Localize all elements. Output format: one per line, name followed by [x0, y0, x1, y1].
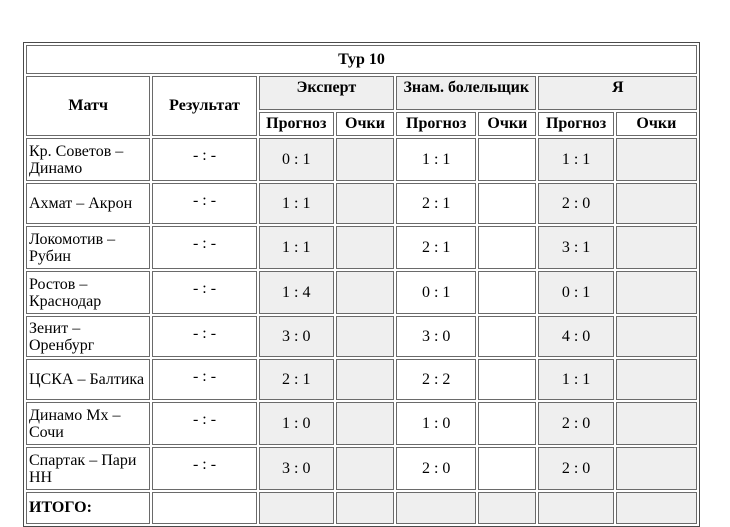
me-prognoz-header: Прогноз: [538, 112, 613, 136]
me-prognoz: 3 : 1: [538, 226, 613, 269]
match-result: - : -: [152, 226, 256, 269]
expert-ochki: [336, 316, 394, 357]
expert-prognoz: 1 : 4: [259, 271, 334, 314]
forecast-table: [23, 42, 700, 527]
expert-ochki: [336, 271, 394, 314]
expert-ochki: [336, 183, 394, 224]
me-prognoz: 1 : 1: [538, 359, 613, 400]
expert-ochki: [336, 226, 394, 269]
fan-prognoz: 2 : 2: [396, 359, 476, 400]
fan-ochki: [478, 183, 536, 224]
total-result: [152, 492, 256, 524]
total-row: [26, 492, 697, 524]
fan-ochki: [478, 316, 536, 357]
match-name: Динамо Мх – Сочи: [26, 402, 150, 445]
fan-ochki: [478, 359, 536, 400]
fan-ochki: [478, 226, 536, 269]
total-fan-prognoz: [396, 492, 476, 524]
match-result: - : -: [152, 447, 256, 490]
me-ochki: [616, 316, 697, 357]
match-name: Спартак – Пари НН: [26, 447, 150, 490]
table-row: [26, 447, 697, 490]
me-ochki: [616, 402, 697, 445]
me-header: Я: [538, 76, 697, 110]
total-me-ochki: [616, 492, 697, 524]
me-ochki: [616, 447, 697, 490]
expert-ochki-header: Очки: [336, 112, 394, 136]
fan-ochki: [478, 138, 536, 181]
table-row: [26, 271, 697, 314]
me-prognoz: 0 : 1: [538, 271, 613, 314]
expert-ochki: [336, 402, 394, 445]
total-label: ИТОГО:: [26, 492, 150, 524]
me-prognoz: 2 : 0: [538, 447, 613, 490]
match-name: Кр. Советов – Динамо: [26, 138, 150, 181]
expert-ochki: [336, 447, 394, 490]
me-prognoz: 1 : 1: [538, 138, 613, 181]
fan-prognoz: 1 : 1: [396, 138, 476, 181]
match-result: - : -: [152, 138, 256, 181]
me-prognoz: 2 : 0: [538, 183, 613, 224]
fan-ochki: [478, 402, 536, 445]
me-ochki: [616, 226, 697, 269]
table-row: [26, 226, 697, 269]
total-expert-prognoz: [259, 492, 334, 524]
me-ochki: [616, 138, 697, 181]
match-name: Ахмат – Акрон: [26, 183, 150, 224]
total-me-prognoz: [538, 492, 613, 524]
match-result: - : -: [152, 316, 256, 357]
table-row: [26, 402, 697, 445]
fan-prognoz: 2 : 1: [396, 183, 476, 224]
table-row: [26, 138, 697, 181]
match-result: - : -: [152, 402, 256, 445]
expert-prognoz: 3 : 0: [259, 316, 334, 357]
match-name: Зенит – Оренбург: [26, 316, 150, 357]
fan-prognoz-header: Прогноз: [396, 112, 476, 136]
match-name: ЦСКА – Балтика: [26, 359, 150, 400]
expert-prognoz: 2 : 1: [259, 359, 334, 400]
me-ochki: [616, 271, 697, 314]
match-result: - : -: [152, 359, 256, 400]
expert-prognoz-header: Прогноз: [259, 112, 334, 136]
me-prognoz: 2 : 0: [538, 402, 613, 445]
me-prognoz: 4 : 0: [538, 316, 613, 357]
expert-prognoz: 1 : 0: [259, 402, 334, 445]
me-ochki: [616, 183, 697, 224]
me-ochki: [616, 359, 697, 400]
result-header: Результат: [152, 76, 256, 136]
expert-ochki: [336, 138, 394, 181]
table-row: [26, 316, 697, 357]
fan-prognoz: 0 : 1: [396, 271, 476, 314]
expert-header: Эксперт: [259, 76, 394, 110]
fan-ochki: [478, 447, 536, 490]
expert-ochki: [336, 359, 394, 400]
fan-header: Знам. болельщик: [396, 76, 536, 110]
fan-prognoz: 2 : 0: [396, 447, 476, 490]
fan-ochki-header: Очки: [478, 112, 536, 136]
fan-prognoz: 1 : 0: [396, 402, 476, 445]
match-result: - : -: [152, 271, 256, 314]
fan-ochki: [478, 271, 536, 314]
match-name: Локомотив – Рубин: [26, 226, 150, 269]
expert-prognoz: 3 : 0: [259, 447, 334, 490]
match-name: Ростов – Краснодар: [26, 271, 150, 314]
total-expert-ochki: [336, 492, 394, 524]
me-ochki-header: Очки: [616, 112, 697, 136]
match-result: - : -: [152, 183, 256, 224]
expert-prognoz: 1 : 1: [259, 226, 334, 269]
fan-prognoz: 2 : 1: [396, 226, 476, 269]
expert-prognoz: 1 : 1: [259, 183, 334, 224]
table-row: [26, 359, 697, 400]
fan-prognoz: 3 : 0: [396, 316, 476, 357]
table-row: [26, 183, 697, 224]
expert-prognoz: 0 : 1: [259, 138, 334, 181]
total-fan-ochki: [478, 492, 536, 524]
round-title: Тур 10: [26, 45, 697, 74]
match-header: Матч: [26, 76, 150, 136]
